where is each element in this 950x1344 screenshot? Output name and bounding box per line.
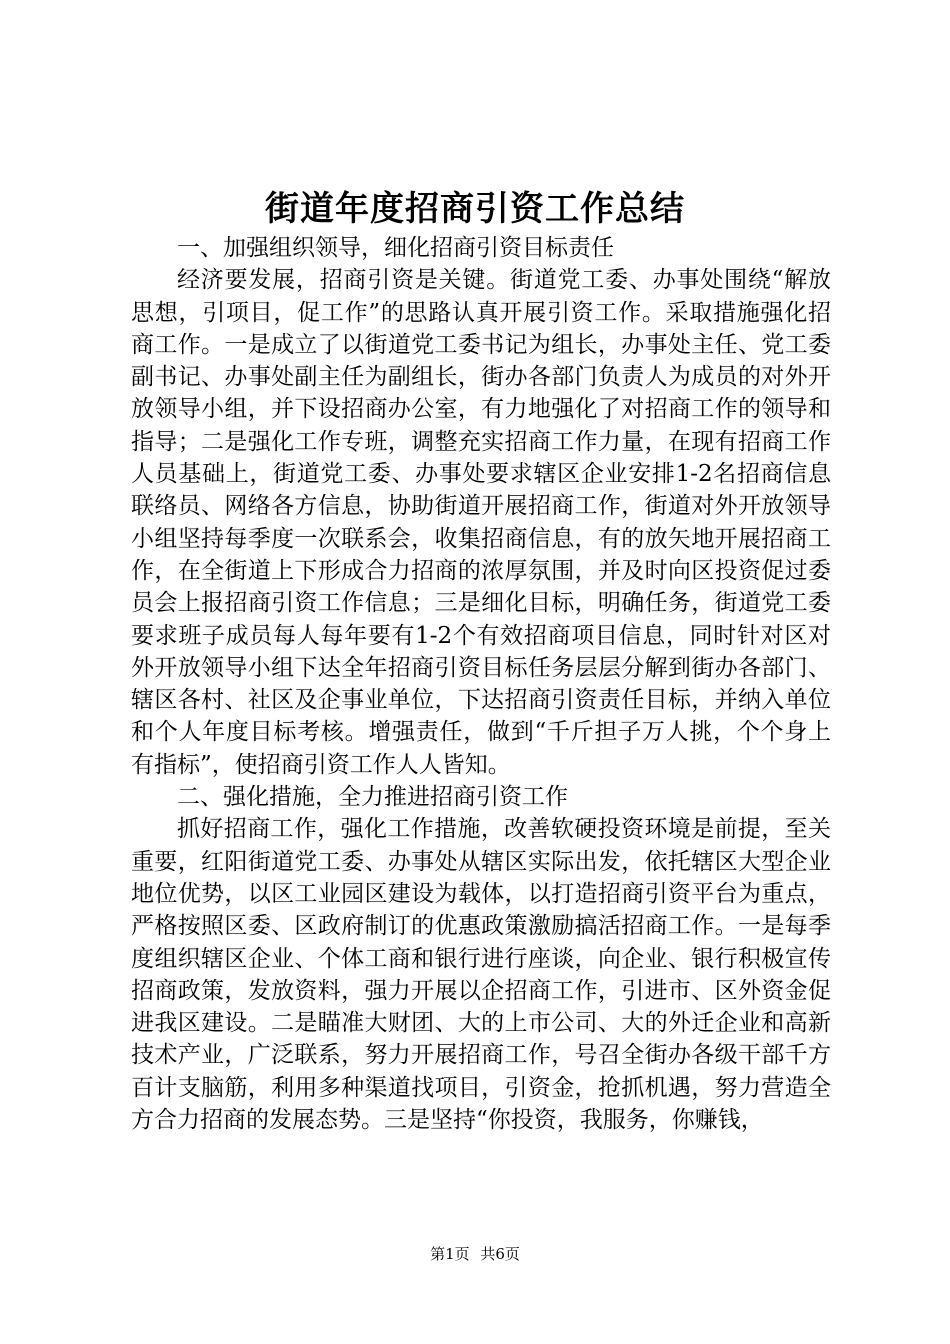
body-paragraph-2: 抓好招商工作，强化工作措施，改善软硬投资环境是前提，至关重要，红阳街道党工委、办事处从辖区实际出发，依托辖区大型企业地位优势，以区工业园区建设为载体，以打造招商引资平台为重点，严格按照区委、区政府制订的优惠政策激励搞活招商工作。一是每季度组织辖区企业、个体工商和银行进行座谈，向企业、银行积极宣传招商政策，发放资料，强力开展以企招商工作，引进市、区外资金促进我区建设。二是瞄准大财团、大的上市公司、大的外迁企业和高新技术产业，广泛联系，努力开展招商工作，号召全街办各级干部千方百计支脑筋，利用多种渠道找项目，引资金，抢抓机遇，努力营造全方合力招商的发展态势。三是坚持“你投资，我服务，你赚钱， [131, 816, 831, 1134]
body-paragraph-1: 经济要发展，招商引资是关键。街道党工委、办事处围绕“解放思想，引项目，促工作”的思路认真开展引资工作。采取措施强化招商工作。一是成立了以街道党工委书记为组长，办事处主任、党工委副书记、办事处副主任为副组长，街办各部门负责人为成员的对外开放领导小组，并下设招商办公室，有力地强化了对招商工作的领导和指导；二是强化工作专班，调整充实招商工作力量，在现有招商工作人员基础上，街道党工委、办事处要求辖区企业安排1-2名招商信息联络员、网络各方信息，协助街道开展招商工作，街道对外开放领导小组坚持每季度一次联系会，收集招商信息，有的放矢地开展招商工作，在全街道上下形成合力招商的浓厚氛围，并及时向区投资促过委员会上报招商引资工作信息；三是细化目标，明确任务，街道党工委要求班子成员每人每年要有1-2个有效招商项目信息，同时针对区对外开放领导小组下达全年招商引资目标任务层层分解到街办各部门、辖区各村、社区及企事业单位，下达招商引资责任目标，并纳入单位和个人年度目标考核。增强责任，做到“千斤担子万人挑，个个身上有指标”，使招商引资工作人人皆知。 [131, 267, 831, 778]
page-number: 第1页 [430, 1245, 470, 1263]
document-title: 街道年度招商引资工作总结 [265, 189, 685, 229]
section-heading-1: 一、加强组织领导，细化招商引资目标责任 [177, 235, 614, 261]
document-body [131, 232, 831, 1136]
section-heading-2: 二、强化措施，全力推进招商引资工作 [177, 784, 568, 811]
page-total: 共6页 [480, 1245, 520, 1263]
page-footer [0, 1244, 950, 1264]
